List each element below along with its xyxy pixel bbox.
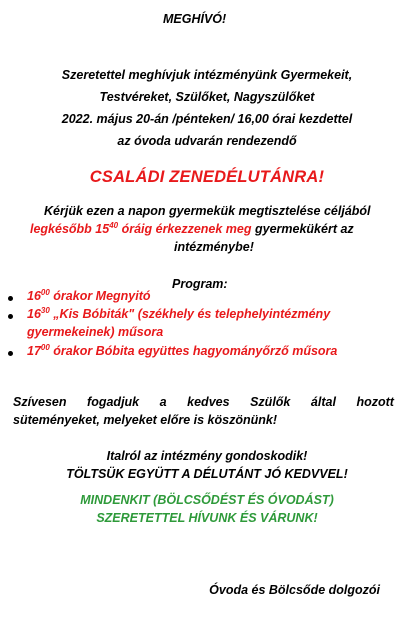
intro-line-3: 2022. május 20-án /pénteken/ 16,00 órai kezdettel bbox=[61, 112, 353, 126]
request-line-3: intézménybe! bbox=[174, 240, 254, 254]
drinks-line-1: Italról az intézmény gondoskodik! bbox=[106, 449, 308, 463]
program-item-1 bbox=[27, 289, 151, 303]
program-item-3-hour: 17 bbox=[27, 344, 41, 358]
cakes-line-1 bbox=[13, 395, 394, 409]
program-item-2-hour: 16 bbox=[27, 307, 41, 321]
program-item-2 bbox=[27, 307, 330, 321]
program-item-3-minutes: 00 bbox=[40, 343, 50, 352]
program-item-2-cont: gyermekeinek) műsora bbox=[27, 325, 164, 339]
welcome-line-2: SZERETETTEL HÍVUNK ÉS VÁRUNK! bbox=[96, 511, 318, 525]
request-line-1: Kérjük ezen a napon gyermekük megtisztelése céljából bbox=[44, 204, 371, 218]
program-item-3-text: órakor Bóbita együttes hagyományőrző műsora bbox=[49, 344, 338, 358]
cakes-word: a bbox=[159, 395, 167, 409]
program-label: Program: bbox=[172, 277, 228, 291]
request-line-2 bbox=[30, 222, 354, 236]
program-item-2-minutes: 30 bbox=[40, 306, 50, 315]
arrival-deadline-text: legkésőbb 15 bbox=[30, 222, 110, 236]
program-item-3 bbox=[27, 344, 337, 358]
arrival-deadline-text-cont: óráig érkezzenek meg bbox=[118, 222, 252, 236]
program-item-1-text: órakor Megnyitó bbox=[49, 289, 151, 303]
cakes-word: fogadjuk bbox=[87, 395, 140, 409]
cakes-word: kedves bbox=[187, 395, 230, 409]
event-title: CSALÁDI ZENEDÉLUTÁNRA! bbox=[89, 168, 325, 186]
cakes-word: Szívesen bbox=[13, 395, 67, 409]
program-item-2-text: „Kis Bóbiták" (székhely és telephelyintézmény bbox=[49, 307, 331, 321]
intro-line-4: az óvoda udvarán rendezendő bbox=[117, 134, 297, 148]
signature: Óvoda és Bölcsőde dolgozói bbox=[209, 583, 380, 597]
cakes-word: hozott bbox=[356, 395, 394, 409]
bullet-icon bbox=[8, 296, 13, 301]
drinks-line-2: TÖLTSÜK EGYÜTT A DÉLUTÁNT JÓ KEDVVEL! bbox=[66, 467, 348, 481]
page-heading: MEGHÍVÓ! bbox=[163, 12, 227, 26]
welcome-line-1: MINDENKIT (BÖLCSŐDÉST ÉS ÓVODÁST) bbox=[80, 493, 334, 507]
bullet-icon bbox=[8, 351, 13, 356]
cakes-line-2: süteményeket, melyeket előre is köszönünk! bbox=[13, 413, 277, 427]
cakes-word: Szülők bbox=[250, 395, 291, 409]
cakes-word: által bbox=[310, 395, 336, 409]
program-item-1-hour: 16 bbox=[27, 289, 41, 303]
request-line-2-rest: gyermekükért az bbox=[251, 222, 354, 236]
intro-line-2: Testvéreket, Szülőket, Nagyszülőket bbox=[99, 90, 315, 104]
intro-line-1: Szeretettel meghívjuk intézményünk Gyermekeit, bbox=[61, 68, 353, 82]
arrival-deadline-minutes: 40 bbox=[109, 221, 119, 230]
program-item-1-minutes: 00 bbox=[40, 288, 50, 297]
bullet-icon bbox=[8, 314, 13, 319]
